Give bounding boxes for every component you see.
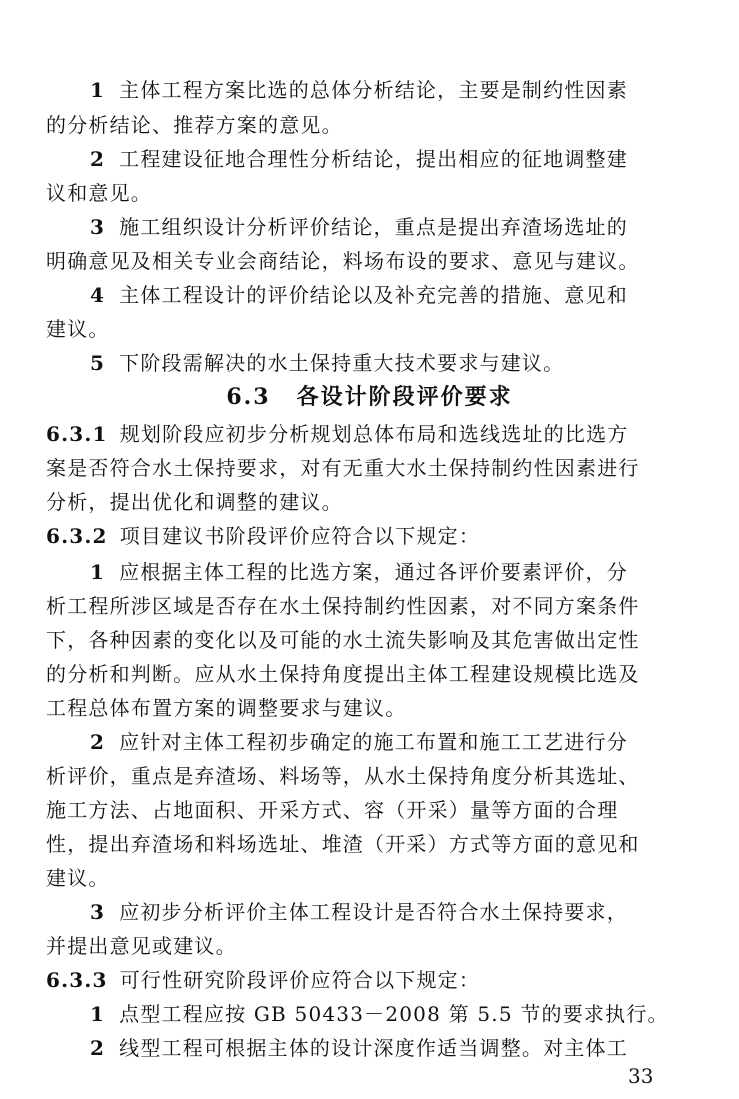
item-text: 工程总体布置方案的调整要求与建议。 [46,696,407,720]
clause-633-item-2-line-1 [90,1032,696,1064]
item-text: 的分析结论、推荐方案的意见。 [46,113,343,137]
clause-631-line-2 [46,452,696,484]
clause-number: 6.3.3 [46,968,108,992]
clause-631-line-3 [46,486,696,518]
item-3-line-2 [46,245,696,277]
clause-text: 案是否符合水土保持要求，对有无重大水土保持制约性因素进行 [46,456,640,480]
item-number: 1 [90,78,106,102]
item-number: 3 [90,215,106,239]
item-number: 3 [90,900,106,924]
item-number: 1 [90,1002,106,1026]
section-heading [0,380,739,414]
item-number: 2 [90,1036,106,1060]
clause-text: 项目建议书阶段评价应符合以下规定： [119,524,481,548]
item-number: 1 [90,560,106,584]
clause-633-line-1 [46,964,696,996]
item-2-line-1 [90,143,696,175]
clause-633-item-1-line-1 [90,998,696,1030]
item-text: 主体工程设计的评价结论以及补充完善的措施、意见和 [119,283,628,307]
item-number: 2 [90,730,106,754]
item-1-line-1 [90,74,696,106]
item-1-line-2 [46,109,696,141]
clause-632-item-1-line-2 [46,590,696,622]
clause-number: 6.3.1 [46,422,108,446]
clause-631-line-1 [46,418,696,450]
item-text: 建议。 [46,866,110,890]
item-text: 性，提出弃渣场和料场选址、堆渣（开采）方式等方面的意见和 [46,832,640,856]
item-number: 2 [90,147,106,171]
item-text: 析评价，重点是弃渣场、料场等，从水土保持角度分析其选址、 [46,764,640,788]
item-text: 工程建设征地合理性分析结论，提出相应的征地调整建 [119,147,628,171]
item-text: 明确意见及相关专业会商结论，料场布设的要求、意见与建议。 [46,249,640,273]
item-text: 应根据主体工程的比选方案，通过各评价要素评价，分 [119,560,628,584]
clause-632-item-1-line-5 [46,692,696,724]
item-text: 并提出意见或建议。 [46,934,237,958]
item-5-line-1 [90,347,696,379]
clause-632-item-1-line-3 [46,624,696,656]
clause-632-item-3-line-2 [46,930,696,962]
item-3-line-1 [90,211,696,243]
item-text: 下阶段需解决的水土保持重大技术要求与建议。 [119,351,565,375]
clause-text: 分析，提出优化和调整的建议。 [46,490,343,514]
page-number: 33 [628,1064,654,1088]
clause-632-item-1-line-4 [46,658,696,690]
clause-632-item-2-line-4 [46,828,696,860]
item-4-line-2 [46,313,696,345]
clause-632-line-1 [46,520,696,552]
item-text: 点型工程应按 GB 50433－2008 第 5.5 节的要求执行。 [119,1002,669,1026]
clause-text: 可行性研究阶段评价应符合以下规定： [119,968,481,992]
item-text: 应针对主体工程初步确定的施工布置和施工工艺进行分 [119,730,628,754]
item-2-line-2 [46,177,696,209]
clause-632-item-2-line-5 [46,862,696,894]
item-text: 议和意见。 [46,181,152,205]
item-text: 施工组织设计分析评价结论，重点是提出弃渣场选址的 [119,215,628,239]
item-text: 施工方法、占地面积、开采方式、容（开采）量等方面的合理 [46,798,619,822]
item-text: 线型工程可根据主体的设计深度作适当调整。对主体工 [119,1036,628,1060]
item-text: 的分析和判断。应从水土保持角度提出主体工程建设规模比选及 [46,662,640,686]
clause-632-item-3-line-1 [90,896,696,928]
item-text: 下，各种因素的变化以及可能的水土流失影响及其危害做出定性 [46,628,640,652]
clause-632-item-1-line-1 [90,556,696,588]
section-title: 各设计阶段评价要求 [296,384,513,410]
clause-632-item-2-line-1 [90,726,696,758]
section-number: 6.3 [226,384,271,410]
item-4-line-1 [90,279,696,311]
item-number: 5 [90,351,106,375]
clause-number: 6.3.2 [46,524,108,548]
item-number: 4 [90,283,106,307]
clause-text: 规划阶段应初步分析规划总体布局和选线选址的比选方 [119,422,629,446]
clause-632-item-2-line-3 [46,794,696,826]
item-text: 建议。 [46,317,110,341]
item-text: 应初步分析评价主体工程设计是否符合水土保持要求， [119,900,628,924]
item-text: 析工程所涉区域是否存在水土保持制约性因素，对不同方案条件 [46,594,640,618]
clause-632-item-2-line-2 [46,760,696,792]
item-text: 主体工程方案比选的总体分析结论，主要是制约性因素 [119,78,628,102]
